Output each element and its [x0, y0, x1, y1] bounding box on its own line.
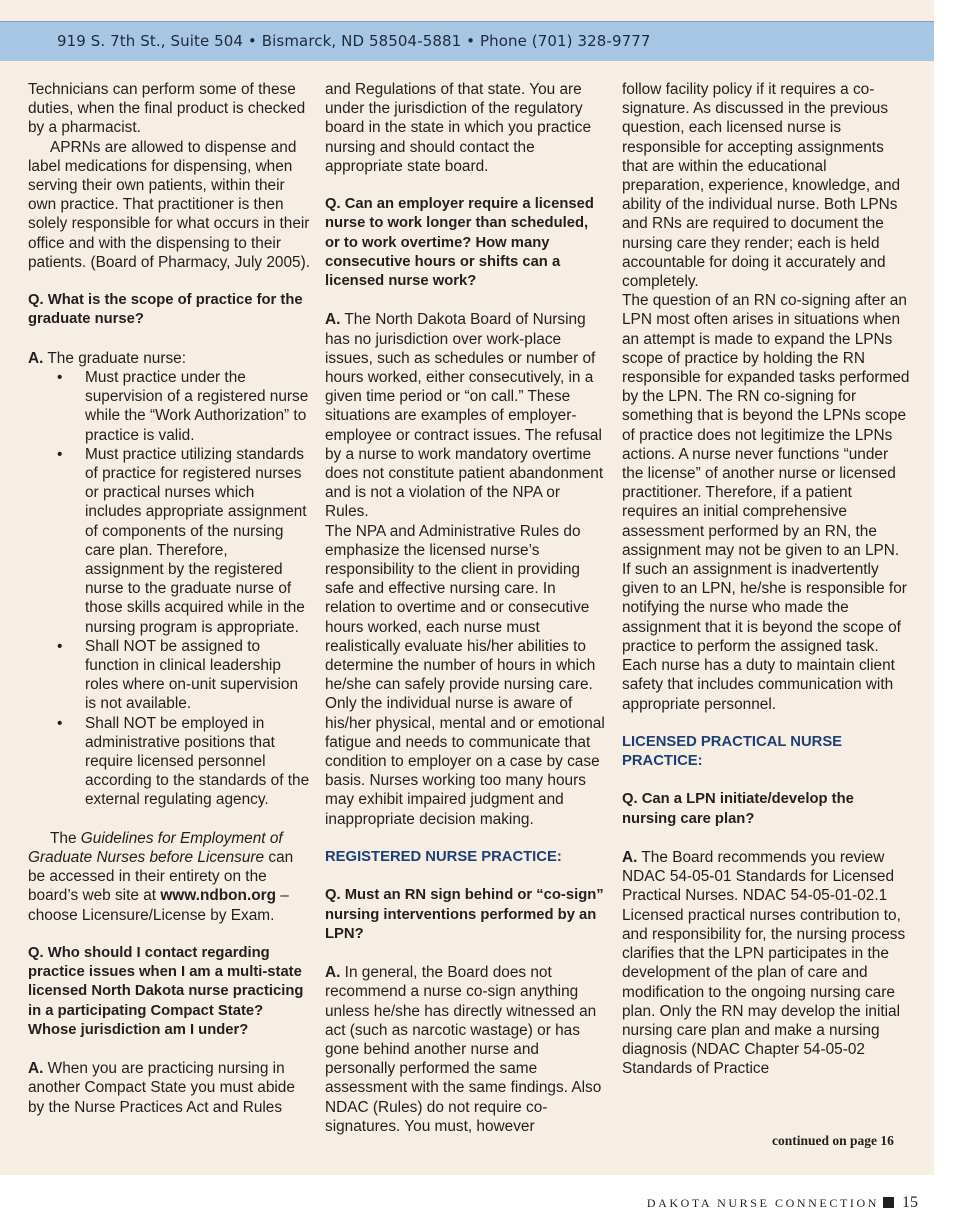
answer-text: The graduate nurse: — [43, 349, 187, 367]
paragraph: Technicians can perform some of these duties, when the final product is checked by a pharmacist. — [28, 81, 306, 137]
text-run: The — [50, 829, 81, 847]
question-heading: Q. What is the scope of practice for the graduate nurse? — [28, 292, 303, 328]
bullet-list — [28, 368, 310, 810]
text-run: – choose Licensure/License by Exam. — [28, 887, 289, 924]
answer-text: The North Dakota Board of Nursing has no jurisdiction over work-place issues, such as schedules or number of hours worked, either consecutively, in a given time period or “on call.” These situations are examples of employer-employee or contract issues. The refusal by a nurse to work mandatory overtime does not constitute patient abandonment and is not a violation of the NPA or Rules. — [325, 311, 604, 521]
column-2 — [325, 80, 605, 1136]
paragraph: follow facility policy if it requires a co-signature. As discussed in the previous question, each licensed nurse is responsible for accepting assignments that are within the educational preparation, experience, knowledge, and ability of the individual nurse. Both LPNs and RNs are required to document the nursing care they render; each is held accountable for doing it accurately and completely. — [622, 81, 901, 291]
publication-name: DAKOTA NURSE CONNECTION — [646, 1196, 879, 1210]
continued-note: continued on page 16 — [772, 1133, 894, 1148]
paragraph: and Regulations of that state. You are under the jurisdiction of the regulatory board in the state in which you practice nursing and should contact the appropriate state board. — [325, 81, 592, 175]
answer-paragraph — [28, 1059, 310, 1117]
answer-paragraph — [325, 963, 605, 1136]
question-heading: Q. Can a LPN initiate/develop the nursing care plan? — [622, 791, 854, 827]
question-heading: Q. Must an RN sign behind or “co-sign” nursing interventions performed by an LPN? — [325, 887, 604, 942]
page-number: 15 — [902, 1194, 918, 1211]
list-item: • Shall NOT be assigned to function in clinical leadership roles where on-unit supervision is not available. — [28, 637, 310, 714]
list-item: • Must practice under the supervision of a registered nurse while the “Work Authorization” to practice is valid. — [28, 368, 310, 445]
answer-lead: A. — [325, 311, 341, 329]
answer-lead: A. — [28, 349, 44, 367]
question-heading: Q. Can an employer require a licensed nurse to work longer than scheduled, or to work overtime? How many consecutive hours or shifts can a licensed nurse work? — [325, 196, 594, 290]
column-3 — [622, 80, 910, 1079]
header-address: 919 S. 7th St., Suite 504 • Bismarck, ND 58504-5881 • Phone (701) 328-9777 — [57, 32, 651, 50]
paragraph: The NPA and Administrative Rules do emphasize the licensed nurse’s responsibility to the client in providing safe and effective nursing care. In relation to overtime and or consecutive hours worked, each nurse must realistically evaluate his/her abilities to determine the number of hours in which he/she can safely provide nursing care. Only the individual nurse is aware of his/her physical, mental and or emotional fatigue and needs to communicate that condition to employer on a case by case basis. Nurses working too many hours may exhibit impaired judgment and inappropriate decision making. — [325, 522, 605, 828]
list-item: • Must practice utilizing standards of practice for registered nurses or practical nurses which includes appropriate assignment of components of the nursing care plan. Therefore, assignment by the registered nurse to the graduate nurse of those skills acquired while in the nursing program is appropriate. — [28, 445, 310, 637]
column-1 — [28, 80, 310, 1117]
answer-lead: A. — [325, 964, 341, 982]
guidelines-paragraph — [28, 829, 310, 925]
page-footer — [647, 1194, 918, 1212]
section-heading: LICENSED PRACTICAL NURSE PRACTICE: — [622, 733, 843, 770]
list-item: • Shall NOT be employed in administrative positions that require licensed personnel according to the standards of the external regulating agency. — [28, 714, 310, 810]
section-heading: REGISTERED NURSE PRACTICE: — [325, 849, 562, 866]
answer-text: In general, the Board does not recommend a nurse co-sign anything unless he/she has directly witnessed an act (such as narcotic wastage) or has gone behind another nurse and personally performed the same assessment with the same findings. Also NDAC (Rules) do not require co-signatures. You must, however — [325, 964, 602, 1135]
answer-text: When you are practicing nursing in another Compact State you must abide by the Nurse Practices Act and Rules — [28, 1060, 295, 1116]
answer-paragraph — [28, 349, 310, 368]
question-heading: Q. Who should I contact regarding practice issues when I am a multi-state licensed North Dakota nurse practicing in a participating Compact State? Whose jurisdiction am I under? — [28, 945, 304, 1038]
answer-lead: A. — [28, 1060, 44, 1078]
header-bar — [0, 21, 934, 61]
paragraph: The question of an RN co-signing after an LPN most often arises in situations when an attempt is made to expand the LPNs scope of practice by holding the RN responsible for expanded tasks performed by the LPN. The RN co-signing for something that is beyond the LPNs scope of practice does not legitimize the LPNs actions. A nurse never functions “under the license” of another nurse or licensed practitioner. Therefore, if a patient requires an initial comprehensive assessment performed by an RN, the assignment may not be given to an LPN. If such an assignment is inadvertently given to an LPN, he/she is responsible for notifying the nurse who made the assignment that it is beyond the scope of practice to perform the assigned task. Each nurse has a duty to maintain client safety that includes communication with appropriate personnel. — [622, 292, 910, 713]
answer-text: The Board recommends you review NDAC 54-05-01 Standards for Licensed Practical Nurses. NDAC 54-05-01-02.1 Licensed practical nurses contribution to, and responsibility for, the nursing process clarifies that the LPN participates in the development of the plan of care and modification to the ongoing nursing care plan. Only the RN may develop the initial nursing care plan and make a nursing diagnosis (NDAC Chapter 54-05-02 Standards of Practice — [622, 849, 906, 1078]
square-bullet-icon — [883, 1197, 894, 1208]
answer-paragraph — [622, 848, 910, 1078]
text-run: can be accessed in their entirety on the board’s web site at — [28, 849, 294, 905]
guidelines-title: Guidelines for Employment of Graduate Nurses before Licensure — [28, 829, 283, 867]
paragraph: APRNs are allowed to dispense and label medications for dispensing, when serving their own patients, within their own practice. That practitioner is then solely responsible for what occurs in their office and with the dispensing to their patients. (Board of Pharmacy, July 2005). — [28, 138, 311, 271]
answer-lead: A. — [622, 849, 638, 867]
website-link[interactable]: www.ndbon.org — [160, 887, 277, 905]
answer-paragraph — [325, 310, 605, 521]
